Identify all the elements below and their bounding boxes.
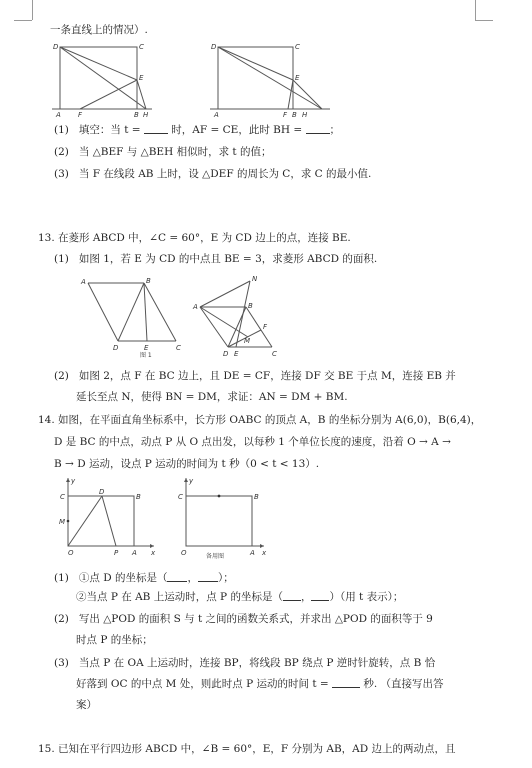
q14-3-line3: 案） [76,699,97,711]
problem-14-line2: D 是 BC 的中点，动点 P 从 O 点出发，以每秒 1 个单位长度的速度，沿着 O → A → [54,436,451,448]
label-C: C [272,350,277,358]
label-B: B [292,111,297,119]
label-A: A [81,278,86,286]
label-C: C [139,43,144,51]
crop-mark-top-right-h [475,20,493,21]
label-B: B [248,302,253,310]
answer-blank-dx [167,571,187,582]
q13-2-line1: (2) 如图 2，点 F 在 BC 边上，且 DE = CF，连接 DF 交 BE 于点 M，连接 EB 并 [54,370,456,382]
q12-1: (1) 填空：当 t = 时，AF = CE，此时 BH = ； [54,124,341,136]
figure-13-2 [190,275,282,357]
q14-1b: ②当点 P 在 AB 上运动时，点 P 的坐标是（ ， ）（用 t 表示）； [76,591,404,603]
problem-13-stem: 13. 在菱形 ABCD 中，∠C = 60°，E 为 CD 边上的点，连接 BE. [38,232,351,244]
label-E: E [295,74,300,82]
label-P: P [114,549,119,557]
axis-label-x: x [151,549,156,557]
label-C: C [60,493,65,501]
label-H: H [302,111,308,119]
label-O: O [181,549,187,557]
label-B: B [136,493,141,501]
label-B: B [134,111,139,119]
label-F: F [283,111,288,119]
label-N: N [252,275,258,283]
figure-13-1 [80,275,190,357]
answer-blank-bh [306,123,330,134]
crop-mark-top-left [32,0,33,20]
label-E: E [139,74,144,82]
q13-2-line2: 延长至点 N，使得 BN = DM，求证：AN = DM + BM. [76,391,348,403]
answer-blank-py [311,590,329,601]
label-D: D [99,488,105,496]
answer-blank-t [144,123,168,134]
axis-label-x: x [262,549,267,557]
label-C: C [178,493,183,501]
axis-label-y: y [189,477,194,485]
label-E: E [234,350,239,358]
label-H: H [143,111,149,119]
label-B: B [146,277,151,285]
label-F: F [263,323,268,331]
q14-3-line2: 好落到 OC 的中点 M 处，则此时点 P 运动的时间 t = 秒. （直接写出答 [76,678,444,690]
q14-2-line2: 时点 P 的坐标； [76,634,153,646]
label-B: B [254,493,259,501]
q14-2-line1: (2) 写出 △POD 的面积 S 与 t 之间的函数关系式，并求出 △POD 的面积等于 9 [54,613,433,625]
figure-12-right [210,40,332,118]
label-C: C [176,344,181,352]
label-A: A [56,111,61,119]
axis-label-y: y [71,477,76,485]
problem-14-line3: B → D 运动，设点 P 运动的时间为 t 秒（0 < t < 13）. [54,458,320,470]
label-A: A [250,549,255,557]
crop-mark-top-left-h [14,20,32,21]
q14-3-line1: (3) 当点 P 在 OA 上运动时，连接 BP，将线段 BP 绕点 P 逆时针旋转，点 B 恰 [54,657,436,669]
label-C: C [295,43,300,51]
answer-blank-dy [198,571,218,582]
continued-text: 一条直线上的情况）. [50,24,148,36]
label-A: A [214,111,219,119]
q14-1a: (1) ①点 D 的坐标是（ ， ）； [54,572,234,584]
figure-caption: 备用图 [206,553,225,560]
label-O: O [68,549,74,557]
label-D: D [113,344,119,352]
problem-14-line1: 14. 如图，在平面直角坐标系中，长方形 OABC 的顶点 A，B 的坐标分别为 A(6,0)，B(6,4)， [38,414,482,426]
problem-15-stem: 15. 已知在平行四边形 ABCD 中，∠B = 60°，E，F 分别为 AB，AD 边上的两动点，且 [38,743,456,755]
label-F: F [78,111,83,119]
figure-14-main [54,476,164,556]
figure-14-spare [172,476,272,566]
label-E: E [144,344,149,352]
q13-1: (1) 如图 1，若 E 为 CD 的中点且 BE = 3，求菱形 ABCD 的面积. [54,253,378,265]
figure-caption: 图 1 [140,352,152,359]
label-M: M [59,518,66,526]
label-D: D [211,43,217,51]
crop-mark-top-right [475,0,476,20]
figure-12-left [52,40,162,118]
label-D: D [223,350,229,358]
answer-blank-time [332,677,360,688]
label-A: A [193,303,198,311]
label-D: D [53,43,59,51]
label-A: A [132,549,137,557]
label-M: M [244,337,251,345]
q12-2: (2) 当 △BEF 与 △BEH 相似时，求 t 的值； [54,146,272,158]
q12-3: (3) 当 F 在线段 AB 上时，设 △DEF 的周长为 C，求 C 的最小值. [54,168,372,180]
answer-blank-px [283,590,301,601]
